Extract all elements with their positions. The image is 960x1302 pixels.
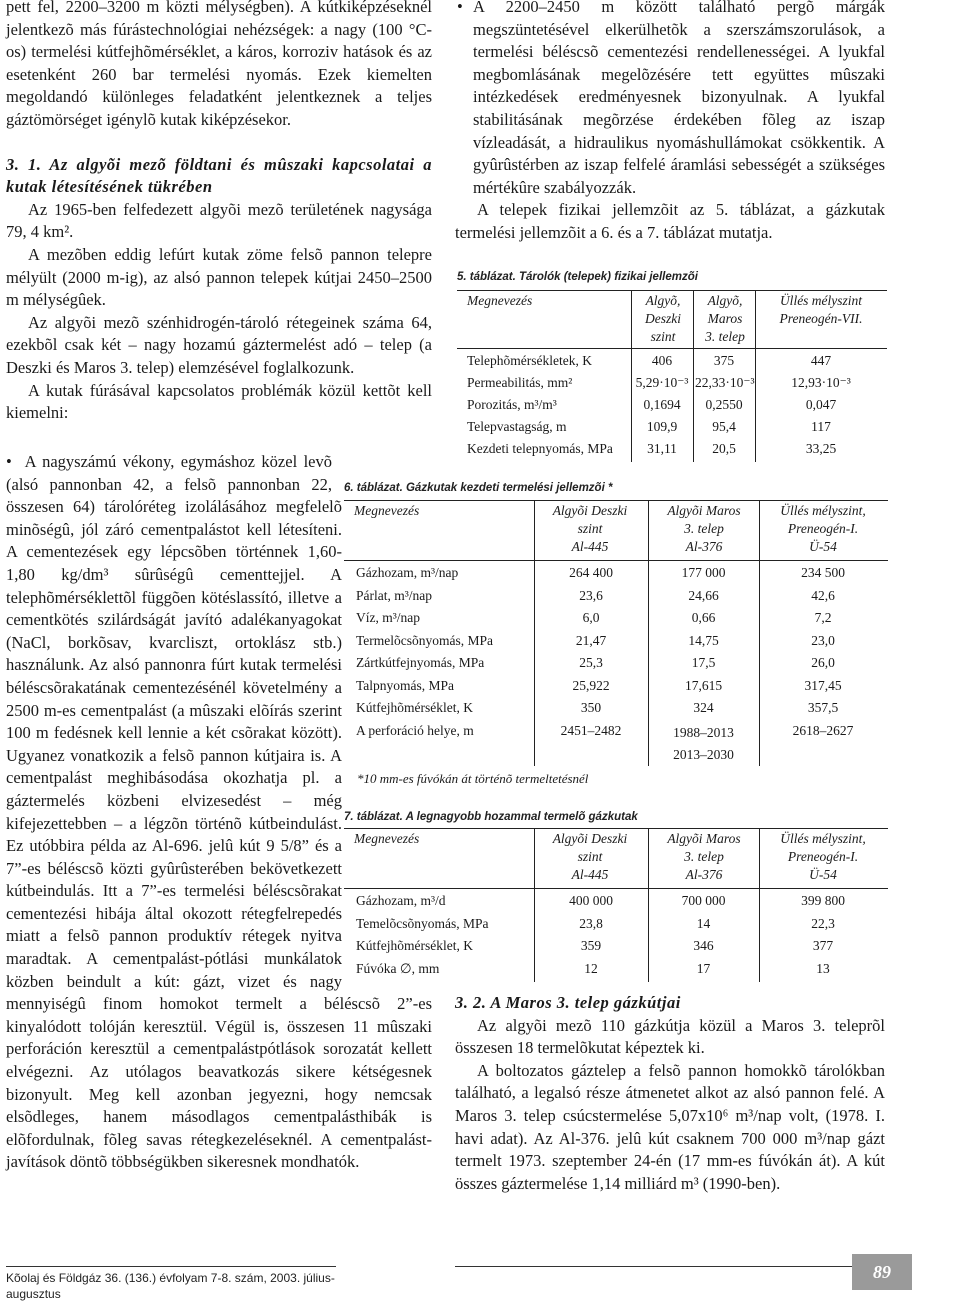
table7-cell-r2-c3: 377: [812, 938, 834, 953]
table5-cell-r4-c2: 20,5: [712, 441, 736, 456]
table5: [457, 288, 887, 463]
table6-cell-r4-c2: 17,5: [691, 655, 716, 670]
paragraph-tables-ref: A telepek fizikai jellemzõit az 5. táblázat, a gázkutak termelési jellemzõit a 6. és a 7. táblázat mutatja.: [455, 200, 885, 242]
table6-cell-r1-c0: Párlat, m³/nap: [356, 587, 433, 603]
table7-header-deszki: Algyõi Deszki szint Al-445: [552, 831, 628, 882]
table6-cell-r6-c1: 350: [580, 700, 602, 715]
table6-cell-r2-c2: 0,66: [691, 610, 716, 625]
table7-header-ulles: Üllés mélyszint, Preneogén-I. Ü-54: [780, 831, 866, 882]
section-heading-3-1: 3. 1. Az algyõi mezõ földtani és mûszaki kapcsolatai a kutak létesítésének tükrében: [6, 154, 432, 197]
table5-header-ulles: Üllés mélyszint Preneogén-VII.: [779, 293, 863, 326]
paragraph-area: Az 1965-ben felfedezett algyõi mezõ területének nagysága 79, 4 km².: [6, 199, 432, 242]
table6-header-maros: Algyõi Maros 3. telep Al-376: [667, 503, 741, 554]
table7-cell-r1-c0: Temelõcsõnyomás, MPa: [356, 915, 489, 931]
table6-cell-r5-c0: Talpnyomás, MPa: [356, 677, 455, 693]
table6-cell-r3-c0: Termelõcsõnyomás, MPa: [356, 632, 494, 648]
table6-cell-r2-c0: Víz, m³/nap: [356, 610, 421, 625]
bullet-dot: •: [457, 0, 463, 16]
table5-caption: 5. táblázat. Tárolók (telepek) fizikai jellemzõi: [457, 271, 698, 283]
table7-cell-r1-c1: 23,8: [579, 915, 603, 931]
table5-cell-r1-c3: 12,93·10⁻³: [791, 375, 851, 390]
table6-footnote: *10 mm-es fúvókán át történõ termeltetésnél: [357, 771, 589, 786]
table6-header-name: Megnevezés: [354, 503, 420, 518]
table7-header-maros: Algyõi Maros 3. telep Al-376: [667, 831, 741, 882]
table5-cell-r4-c3: 33,25: [805, 441, 837, 456]
table6-cell-r3-c2: 14,75: [688, 632, 719, 648]
table6-cell-r1-c3: 42,6: [811, 587, 835, 603]
table7-cell-r3-c3: 13: [816, 960, 830, 976]
table6-cell-r1-c2: 24,66: [688, 587, 719, 603]
table6-cell-r3-c3: 23,0: [811, 632, 835, 648]
table6-cell-r4-c0: Zártkútfejnyomás, MPa: [356, 655, 485, 670]
table5-cell-r2-c3: 0,047: [805, 397, 837, 412]
table6-cell-r2-c3: 7,2: [814, 610, 832, 625]
paragraph-layers: Az algyõi mezõ szénhidrogén-tároló rétegeinek száma 64, ezekbõl csak két – nagy hozamú gáztermelést adó – telep (a Deszki és Maros 3. telep) elemzésével foglalkozunk.: [6, 312, 432, 377]
table6-cell-r0-c2: 177 000: [681, 565, 726, 580]
table6-cell-r0-c1: 264 400: [569, 565, 613, 580]
table5-cell-r2-c1: 0,1694: [643, 397, 681, 412]
table5-cell-r3-c1: 109,9: [646, 419, 678, 434]
table5-cell-r4-c1: 31,11: [647, 441, 677, 456]
table6-cell-r6-c2: 324: [693, 700, 714, 715]
table5-cell-r1-c2: 22,33·10⁻³: [695, 375, 755, 390]
footer-rule: [455, 1266, 852, 1267]
table7-header-name: Megnevezés: [354, 831, 420, 846]
paragraph-maros-wells: Az algyõi mezõ 110 gázkútja közül a Maros 3. teleprõl összesen 18 termelõkutat képeztek ki.: [455, 1015, 885, 1058]
table5-cell-r2-c0: Porozitás, m³/m³: [467, 397, 557, 412]
bullet-cementing-text: • A nagyszámú vékony, egymáshoz közel levõ (alsó pannonban 42, a felsõ pannonban 22, összesen 64) tárolóréteg izolálásához megfelelõ minõségû, jól záró cementpalástot kell létesíteni. A cementezések egy lépcsõben történnek 1,60-1,80 kg/dm³ sûrûségû cementtejjel. A telephõmérséklettõl függõen kötéslassító, illetve a cementkötés szilárdságát javító adalékanyagokat (NaCl, borkõsav, kvarcliszt, ortoklász stb.) használunk. Az alsó pannonra fúrt kutak termelési béléscsõrakatának cementezésénél követelmény a 2500 m-es cementpalást (a mûszaki elõírás szerint 100 m fedésnek kell lennie a két csõrakat között). Ugyanez vonatkozik a felsõ pannon kútjaira is. A cementpalást meghibásodása okozhatja pl. a gáztermelés közbeni elvizesedést – még kifejezettebben – a légzõn történõ kútbeindulást. Ez utóbbira példa az Al-696. jelû kút 9 5/8” és a 7”-es béléscsõ közti gyûrûsterében bekövetkezett kútbeindulás. Itt a 7”-es termelési béléscsõrakat cementezési hibája által okozott rétegfelrepedés miatt a felsõ pannon produktív rétegek nyitva maradtak. A cementpalást-pótlási munkálatok közben beindult a kút: gázt, vizet és nagy mennyiségû finom homokot termelt a béléscsõ 2”-es kinyalódott tolóján keresztül. Végül is, összesen 11 mûszaki perforáción keresztül a cementpalástpótlások sorozatát kellett elvégezni. Az utólagos beavatkozás sikere kétségesnek bizonyult. Meg kell azonban jegyezni, hogy nemcsak elsõdleges, hanem másodlagos cementpalásthibák is elõfordulnak, fõleg savas rétegkezeléseknél. A cementpalást-javítások döntõ többségükben sikeresnek mondhatók.: [6, 452, 432, 1172]
table7-cell-r2-c2: 346: [693, 938, 714, 953]
table5-cell-r1-c1: 5,29·10⁻³: [635, 375, 689, 390]
table6-cell-r7-c1: 2451–2482: [560, 722, 622, 738]
table7-cell-r3-c2: 17: [696, 960, 711, 976]
table7-cell-r3-c1: 12: [584, 960, 598, 976]
table6-header-ulles: Üllés mélyszint, Preneogén-I. Ü-54: [780, 503, 866, 554]
paragraph-maros-reservoir: A boltozatos gáztelep a felsõ pannon homokkõ tárolókban található, a legalsó része átmenetet alkot az alsó pannon felé. A Maros 3. telep csúcstermelése 5,07x10⁶ m³/nap volt, (1978. I. havi adat). Az Al-376. jelû kút csaknem 700 000 m³/nap gázt termelt 1973. szeptember 24-én (17 mm-es fúvókán át). A kút összes gáztermelése 1,14 milliárd m³ (1990-ben).: [455, 1060, 885, 1193]
table7: [344, 826, 888, 984]
table5-cell-r2-c2: 0,2550: [705, 397, 743, 412]
right-column-bottom: [455, 992, 885, 1195]
table5-cell-r1-c0: Permeabilitás, mm²: [467, 375, 573, 390]
table7-cell-r1-c2: 14: [696, 915, 711, 931]
table5-cell-r0-c0: Telephõmérsékletek, K: [467, 353, 593, 368]
right-column-top: [455, 0, 885, 245]
page-number: 89: [852, 1254, 912, 1290]
table6: [344, 498, 888, 768]
table5-cell-r0-c1: 406: [651, 353, 673, 368]
table6-cell-r7-c3: 2618–2627: [792, 722, 854, 738]
table5-header-maros: Algyõ, Maros 3. telep: [705, 293, 745, 344]
table7-cell-r2-c0: Kútfejhõmérséklet, K: [356, 938, 473, 953]
table6-cell-r5-c2: 17,615: [684, 677, 723, 693]
table6-cell-r5-c3: 317,45: [804, 677, 842, 693]
table6-cell-r4-c1: 25,3: [579, 655, 603, 670]
bullet-dot: •: [6, 452, 25, 471]
table5-cell-r0-c2: 375: [713, 353, 735, 368]
bullet-marl: • A 2200–2450 m között található pergõ márgák megszüntetésével elkerülhetõk a szerszámszorulások, a termelési béléscsõ cementezési rendellenességei. A lyukfal megbomlásának megelõzésére tett együttes mûszaki intézkedések eredményesnek bizonyulnak. A lyukfal stabilitásának megõrzése érdekében fõleg az iszap vízleadását, a hidraulikus nyomáshullámokat csökkentik. A gyûrûstérben az iszap felfelé áramlási sebességét a szükséges mértékûre szabályozzák.: [455, 0, 885, 199]
table6-cell-r5-c1: 25,922: [572, 677, 610, 693]
paragraph-intro: pett fel, 2200–3200 m közti mélységben). A kútkiképzéseknél jelentkezõ más fúrástechnológiai nehézségek: a nagy (100 °C-os) termelési kútfejhõmérséklet, a káros, korroziv hatások és az esetenként 260 bar termelési nyomás. Ezek kiemelten megoldandó különleges feladatként jelentkeznek a teljes gáztömörséget igénylõ kutak kiképzésekor.: [6, 0, 432, 129]
paragraph-depth: A mezõben eddig lefúrt kutak zöme felsõ pannon telepre mélyült (2000 m-ig), az alsó pannon telepek kútjai 2450–2500 m mélységûek.: [6, 244, 432, 310]
table7-cell-r1-c3: 22,3: [811, 915, 835, 931]
table6-cell-r4-c3: 26,0: [811, 655, 835, 670]
section-heading-3-2: 3. 2. A Maros 3. telep gázkútjai: [455, 993, 681, 1012]
table6-cell-r1-c1: 23,6: [579, 587, 603, 603]
table7-cell-r0-c0: Gázhozam, m³/d: [356, 893, 446, 908]
table6-header-deszki: Algyõi Deszki szint Al-445: [552, 503, 628, 554]
table5-cell-r4-c0: Kezdeti telepnyomás, MPa: [467, 441, 613, 456]
table5-header-name: Megnevezés: [467, 293, 533, 308]
table6-caption: 6. táblázat. Gázkutak kezdeti termelési jellemzõi *: [344, 482, 613, 494]
table7-caption: 7. táblázat. A legnagyobb hozammal termelõ gázkutak: [344, 811, 638, 823]
table7-cell-r2-c1: 359: [580, 938, 602, 953]
table6-cell-r3-c1: 21,47: [575, 632, 607, 648]
paragraph-problems: A kutak fúrásával kapcsolatos problémák közül kettõt kell kiemelni:: [6, 380, 432, 423]
table6-cell-r0-c0: Gázhozam, m³/nap: [356, 565, 459, 580]
table6-cell-r0-c3: 234 500: [801, 565, 845, 580]
table5-cell-r3-c2: 95,4: [712, 419, 736, 434]
table5-cell-r3-c0: Telepvastagság, m: [467, 419, 567, 434]
table6-cell-r7-c2: 1988–2013 2013–2030: [673, 724, 734, 762]
table7-cell-r0-c1: 400 000: [569, 893, 613, 908]
table6-cell-r2-c1: 6,0: [582, 610, 600, 625]
left-column: [6, 0, 432, 425]
table5-cell-r0-c3: 447: [810, 353, 832, 368]
journal-footer: Kõolaj és Földgáz 36. (136.) évfolyam 7-8. szám, 2003. július-augusztus: [6, 1266, 336, 1302]
table7-cell-r0-c3: 399 800: [801, 893, 845, 908]
table5-header-deszki: Algyõ, Deszki szint: [645, 293, 681, 344]
table6-cell-r6-c3: 357,5: [807, 700, 839, 715]
table5-cell-r3-c3: 117: [811, 419, 831, 434]
table7-cell-r3-c0: Fúvóka ∅, mm: [356, 960, 440, 976]
table6-cell-r7-c0: A perforáció helye, m: [356, 722, 474, 738]
table6-cell-r6-c0: Kútfejhõmérséklet, K: [356, 700, 473, 715]
table7-cell-r0-c2: 700 000: [681, 893, 726, 908]
